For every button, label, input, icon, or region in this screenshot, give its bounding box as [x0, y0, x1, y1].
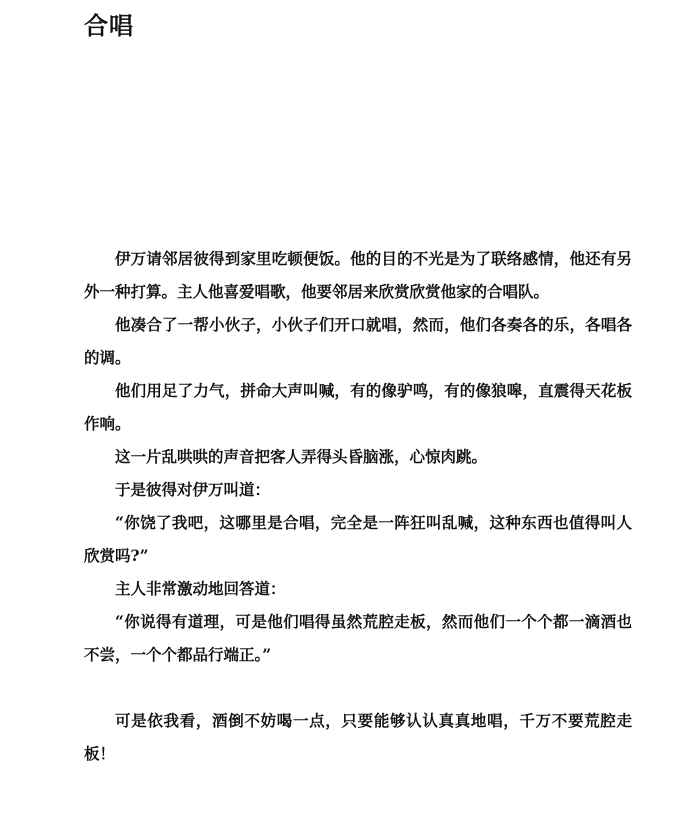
moral-paragraph: 可是依我看，酒倒不妨喝一点，只要能够认认真真地唱，千万不要荒腔走板！ [84, 711, 632, 763]
paragraph-6: “你饶了我吧，这哪里是合唱，完全是一阵狂叫乱喊，这种东西也值得叫人欣赏吗?” [84, 513, 632, 565]
paragraph-4: 这一片乱哄哄的声音把客人弄得头昏脑涨，心惊肉跳。 [115, 447, 488, 466]
paragraph-1: 伊万请邻居彼得到家里吃顿便饭。他的目的不光是为了联络感情，他还有另外一种打算。主人他喜爱唱歌，他要邻居来欣赏欣赏他家的合唱队。 [84, 249, 632, 301]
paragraph-3: 他们用足了力气，拼命大声叫喊，有的像驴鸣，有的像狼嗥，直震得天花板作响。 [84, 381, 632, 433]
story-body [84, 242, 632, 770]
paragraph-8: “你说得有道理，可是他们唱得虽然荒腔走板，然而他们一个个都一滴酒也不尝，一个个都品行端正。” [84, 612, 632, 664]
paragraph-5: 于是彼得对伊万叫道： [115, 480, 271, 499]
page-title: 合唱 [84, 12, 134, 40]
paragraph-2: 他凑合了一帮小伙子，小伙子们开口就唱，然而，他们各奏各的乐，各唱各的调。 [84, 315, 632, 367]
paragraph-7: 主人非常激动地回答道： [115, 579, 286, 598]
